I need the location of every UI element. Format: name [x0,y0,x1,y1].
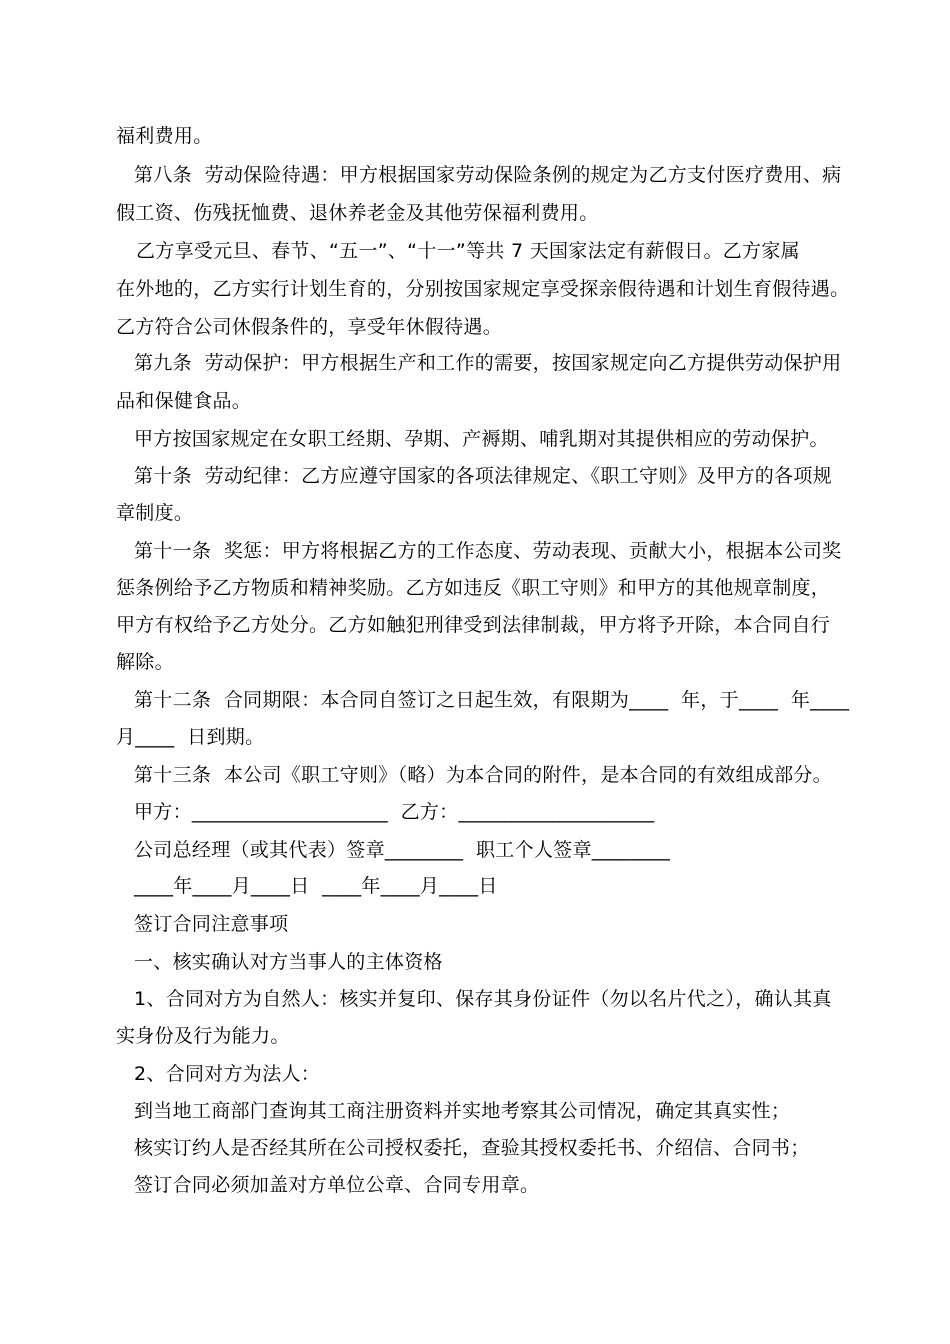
date-line: ____年____月____日 ____年____月____日 [134,875,498,897]
text-line: 福利费用。 [116,125,213,147]
text-line: 解除。 [116,651,174,673]
seal-signature-line: 公司总经理（或其代表）签章________ 职工个人签章________ [134,839,671,861]
text-line: 实身份及行为能力。 [116,1025,290,1047]
text-line: 乙方符合公司休假条件的，享受年休假待遇。 [116,316,503,338]
text-line: 章制度。 [116,502,194,524]
clause-13-line: 第十三条 本公司《职工守则》（略）为本合同的附件，是本合同的有效组成部分。 [134,764,832,786]
section-heading: 签订合同注意事项 [134,913,289,935]
text-line: 到当地工商部门查询其工商注册资料并实地考察其公司情况，确定其真实性； [134,1100,791,1122]
text-line: 核实订约人是否经其所在公司授权委托，查验其授权委托书、介绍信、合同书； [134,1137,810,1159]
text-line: 月____ 日到期。 [116,726,265,748]
clause-9-line: 第九条 劳动保护：甲方根据生产和工作的需要，按国家规定向乙方提供劳动保护用 [134,352,842,374]
text-line: 甲方有权给予乙方处分。乙方如触犯刑律受到法律制裁，甲方将予开除，本合同自行 [116,614,831,636]
text-line: 在外地的，乙方实行计划生育的，分别按国家规定享受探亲假待遇和计划生育假待遇。 [116,278,850,300]
list-item: 2、合同对方为法人： [134,1063,321,1085]
holiday-line: 乙方享受元旦、春节、“五一”、“十一”等共 7 天国家法定有薪假日。乙方家属 [136,240,800,262]
party-signature-line: 甲方：____________________ 乙方：____________________ [134,801,655,823]
clause-10-line: 第十条 劳动纪律：乙方应遵守国家的各项法律规定、《职工守则》及甲方的各项规 [134,465,832,487]
subsection-heading: 一、核实确认对方当事人的主体资格 [134,951,443,973]
clause-11-line: 第十一条 奖惩：甲方将根据乙方的工作态度、劳动表现、贡献大小，根据本公司奖 [134,540,842,562]
clause-12-line: 第十二条 合同期限：本合同自签订之日起生效，有限期为____ 年，于____ 年____ [134,689,850,711]
text-line: 惩条例给予乙方物质和精神奖励。乙方如违反《职工守则》和甲方的其他规章制度， [116,577,831,599]
text-line: 假工资、伤残抚恤费、退休养老金及其他劳保福利费用。 [116,202,599,224]
clause-8-line: 第八条 劳动保险待遇：甲方根据国家劳动保险条例的规定为乙方支付医疗费用、病 [134,164,842,186]
list-item: 1、合同对方为自然人：核实并复印、保存其身份证件（勿以名片代之），确认其真 [134,988,832,1010]
text-line: 签订合同必须加盖对方单位公章、合同专用章。 [134,1174,540,1196]
female-protection-line: 甲方按国家规定在女职工经期、孕期、产褥期、哺乳期对其提供相应的劳动保护。 [134,428,829,450]
text-line: 品和保健食品。 [116,390,252,412]
